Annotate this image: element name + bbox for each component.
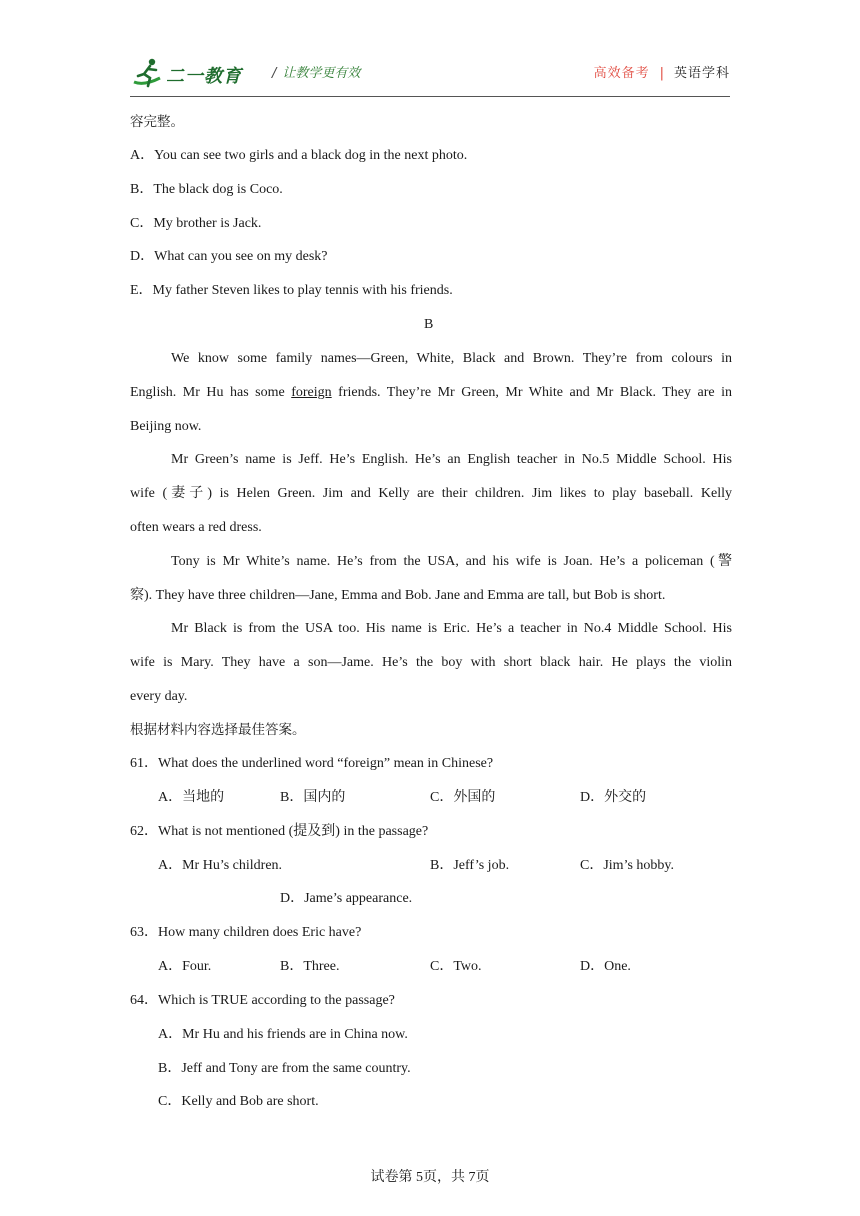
question-63: 63．How many children does Eric have? bbox=[130, 925, 362, 940]
question-62: 62．What is not mentioned (提及到) in the passage? bbox=[130, 824, 429, 839]
q61-option-a: A．当地的 bbox=[158, 790, 225, 805]
passage-p2-line3: often wears a red dress. bbox=[130, 520, 262, 535]
page-header bbox=[130, 56, 730, 96]
logo-text: 二一教育 bbox=[166, 66, 242, 87]
header-brand: 高效备考 | 英语学科 bbox=[593, 66, 730, 81]
q64-option-b: B．Jeff and Tony are from the same country. bbox=[158, 1061, 411, 1076]
underlined-word-foreign: foreign bbox=[291, 385, 332, 400]
q61-option-b: B．国内的 bbox=[280, 790, 346, 805]
passage-p4-line2: wife is Mary. They have a son—Jame. He’s the boy with short black hair. He plays the violin bbox=[130, 655, 732, 670]
q62-option-c: C．Jim’s hobby. bbox=[580, 858, 674, 873]
q62-option-d: D．Jame’s appearance. bbox=[280, 891, 413, 906]
slogan-text: 让教学更有效 bbox=[282, 66, 361, 81]
passage-p3-line2: 察). They have three children—Jane, Emma and Bob. Jane and Emma are tall, but Bob is short. bbox=[130, 588, 666, 603]
passage-p1-line2: English. Mr Hu has some foreign friends. They’re Mr Green, Mr White and Mr Black. They are in bbox=[130, 385, 732, 400]
subject-label: 英语学科 bbox=[673, 66, 730, 81]
passage-p1-line1: We know some family names—Green, White, Black and Brown. They’re from colours in bbox=[171, 351, 732, 366]
runner-logo-icon bbox=[130, 56, 170, 90]
header-divider bbox=[130, 96, 730, 97]
page-footer: 试卷第 5页，共 7页 bbox=[370, 1170, 490, 1185]
q62-option-a: A．Mr Hu’s children. bbox=[158, 858, 283, 873]
option-d: D．What can you see on my desk? bbox=[130, 249, 328, 264]
passage-p3-line1: Tony is Mr White’s name. He’s from the USA, and his wife is Joan. He’s a policeman (警 bbox=[171, 554, 732, 569]
q64-option-a: A．Mr Hu and his friends are in China now. bbox=[158, 1027, 408, 1042]
passage-p4-line3: every day. bbox=[130, 689, 188, 704]
option-e: E．My father Steven likes to play tennis with his friends. bbox=[130, 283, 453, 298]
q61-option-d: D．外交的 bbox=[580, 790, 647, 805]
brand-tagline: 高效备考 bbox=[593, 66, 650, 81]
option-b: B．The black dog is Coco. bbox=[130, 182, 283, 197]
q63-option-a: A．Four. bbox=[158, 959, 212, 974]
instruction: 根据材料内容选择最佳答案。 bbox=[130, 722, 306, 738]
question-64: 64．Which is TRUE according to the passage? bbox=[130, 993, 395, 1008]
option-a: A．You can see two girls and a black dog in the next photo. bbox=[130, 148, 468, 163]
slogan: / 让教学更有效 bbox=[272, 66, 361, 81]
option-c: C．My brother is Jack. bbox=[130, 216, 262, 231]
q63-option-c: C．Two. bbox=[430, 959, 482, 974]
section-a-tail: 容完整。 bbox=[130, 114, 184, 130]
q64-option-c: C．Kelly and Bob are short. bbox=[158, 1094, 319, 1109]
q61-option-c: C．外国的 bbox=[430, 790, 496, 805]
question-61: 61．What does the underlined word “foreign” mean in Chinese? bbox=[130, 756, 494, 771]
q63-option-b: B．Three. bbox=[280, 959, 340, 974]
passage-p2-line1: Mr Green’s name is Jeff. He’s English. He’s an English teacher in No.5 Middle School. His bbox=[171, 452, 732, 467]
section-b-title: B bbox=[424, 317, 434, 332]
passage-p1-line3: Beijing now. bbox=[130, 419, 202, 434]
logo bbox=[130, 56, 242, 92]
q62-option-b: B．Jeff’s job. bbox=[430, 858, 510, 873]
passage-p2-line2: wife (妻子) is Helen Green. Jim and Kelly are their children. Jim likes to play baseball. Kelly bbox=[130, 486, 732, 501]
passage-p4-line1: Mr Black is from the USA too. His name is Eric. He’s a teacher in No.4 Middle School. His bbox=[171, 621, 732, 636]
q63-option-d: D．One. bbox=[580, 959, 631, 974]
